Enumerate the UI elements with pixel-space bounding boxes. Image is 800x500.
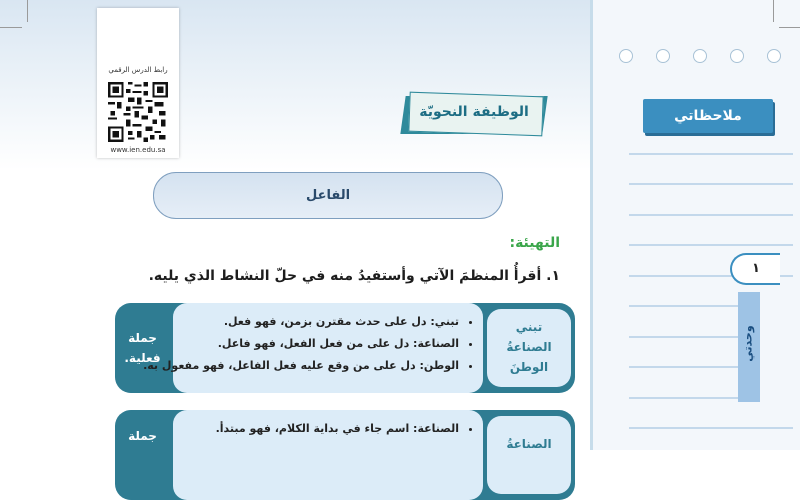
unit-label-strip [738, 292, 760, 402]
sentence-type [115, 303, 170, 393]
section-label-text: الوظيفة النحويّة [419, 104, 529, 120]
analysis-item: • تبني: دل على حدث مقترن بزمن، فهو فعل. [173, 311, 459, 333]
unit-number-tab [730, 253, 780, 285]
note-line [629, 336, 739, 338]
qr-title: رابط الدرس الرقمي [108, 66, 168, 74]
note-line [629, 366, 739, 368]
analysis-item: • الصناعة: اسم جاء في بداية الكلام، فهو مبتدأ. [173, 418, 459, 440]
unit-number: ١ [752, 261, 760, 276]
qr-url[interactable]: www.ien.edu.sa [110, 146, 166, 154]
qr-code-icon[interactable] [106, 80, 170, 144]
analysis-list [173, 418, 473, 440]
sentence-words [487, 416, 571, 494]
sentence-words-text: الصناعةُ [506, 437, 552, 451]
note-line [629, 397, 739, 399]
unit-label: وحدتي [741, 325, 755, 362]
sentence-words [487, 309, 571, 387]
notes-panel [590, 0, 800, 450]
sentence-words-text: تبني الصناعةُ الوطنَ [506, 320, 552, 374]
note-line [629, 244, 793, 246]
analysis-item: • الوطن: دل على من وقع عليه فعل الفاعل، فهو مفعول به. [173, 355, 459, 377]
organizer-row-2 [115, 410, 575, 500]
header-gradient [0, 0, 590, 170]
analysis-box [173, 410, 483, 500]
analysis-box [143, 303, 483, 393]
notes-title: ملاحظاتي [674, 108, 742, 124]
sentence-type-text: جملة [128, 429, 157, 443]
question-1: ١. أقرأُ المنظمَ الآتي وأستفيدُ منه في حلّ النشاط الذي يليه. [148, 268, 560, 284]
analysis-item: • الصناعة: دل على من فعل الفعل، فهو فاعل. [173, 333, 459, 355]
binder-hole-icon [693, 49, 707, 63]
notes-title-tab [643, 99, 773, 133]
crop-mark [773, 0, 774, 22]
note-line [629, 214, 793, 216]
crop-mark [779, 27, 800, 28]
preparation-heading: التهيئة: [509, 235, 560, 251]
qr-card[interactable] [97, 8, 179, 158]
note-line [629, 183, 793, 185]
note-line [629, 305, 739, 307]
binder-hole-icon [619, 49, 633, 63]
topic-title: الفاعل [305, 188, 351, 203]
organizer-row-1 [115, 303, 575, 393]
crop-mark [0, 27, 22, 28]
crop-mark [27, 0, 28, 22]
note-line [629, 153, 793, 155]
binder-hole-icon [730, 49, 744, 63]
sentence-type-text: جملة فعلية. [124, 331, 161, 365]
topic-pill [153, 172, 503, 219]
note-line [629, 427, 793, 429]
analysis-list [143, 311, 473, 377]
section-label [401, 92, 547, 136]
binder-hole-icon [767, 49, 781, 63]
sentence-type [115, 410, 170, 500]
binder-hole-icon [656, 49, 670, 63]
